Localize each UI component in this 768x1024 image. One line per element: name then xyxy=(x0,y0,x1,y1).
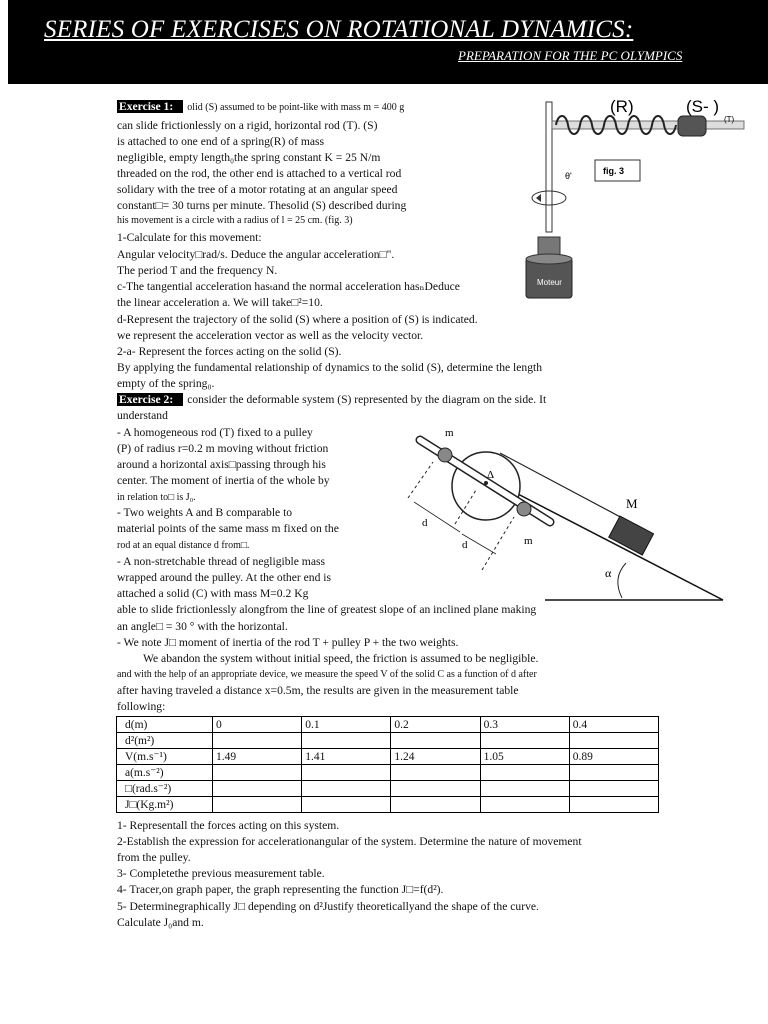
d-label: d xyxy=(422,517,428,529)
table-cell xyxy=(391,781,480,797)
solid-s xyxy=(678,116,706,136)
table-cell xyxy=(480,781,569,797)
rod-end-label: (T) xyxy=(724,115,735,124)
exercise-1-line: can slide frictionlessly on a rigid, horizontal rod (T). (S) xyxy=(117,119,378,132)
table-cell xyxy=(569,797,658,813)
exercise-2-line: in relation to□ is J₀. xyxy=(117,492,196,503)
table-row xyxy=(117,749,659,765)
table-row-header: d(m) xyxy=(117,717,213,733)
measurement-table xyxy=(116,716,659,813)
table-cell: 1.41 xyxy=(302,749,391,765)
exercise-2-line: rod at an equal distance d from□. xyxy=(117,540,250,551)
table-row xyxy=(117,733,659,749)
page-subtitle: PREPARATION FOR THE PC OLYMPICS xyxy=(458,48,683,63)
page-header xyxy=(8,0,768,84)
mass-bottom-label: m xyxy=(524,535,533,547)
question-line: 1- Representall the forces acting on this system. xyxy=(117,819,340,832)
question-line: 3- Completethe previous measurement table. xyxy=(117,867,325,880)
pulley-incline-diagram xyxy=(400,420,730,605)
table-cell xyxy=(302,781,391,797)
exercise-1-line: his movement is a circle with a radius of l = 25 cm. (fig. 3) xyxy=(117,215,353,226)
exercise-1-line: threaded on the rod, the other end is attached to a vertical rod xyxy=(117,167,402,180)
question-line: 5- Determinegraphically J□ depending on d²Justify theoreticallyand the shape of the curve. xyxy=(117,900,539,913)
exercise-2-line: after having traveled a distance x=0.5m, the results are given in the measurement table xyxy=(117,684,519,697)
exercise-1-line: c-The tangential acceleration hasₜand the normal acceleration hasₙDeduce xyxy=(117,280,460,293)
exercise-1-line: solidary with the tree of a motor rotating at an angular speed xyxy=(117,183,398,196)
exercise-2-line: around a horizontal axis□passing through his xyxy=(117,458,326,471)
exercise-2-line: wrapped around the pulley. At the other end is xyxy=(117,571,331,584)
table-cell: 0.2 xyxy=(391,717,480,733)
table-cell xyxy=(391,797,480,813)
exercise-1-line: constant□= 30 turns per minute. Thesolid (S) described during xyxy=(117,199,407,212)
exercise-2-line: center. The moment of inertia of the whole by xyxy=(117,474,330,487)
weight-b xyxy=(517,502,531,516)
exercise-2-line: and with the help of an appropriate device, we measure the speed V of the solid C as a function of d after xyxy=(117,669,537,680)
table-cell xyxy=(391,733,480,749)
exercise-2-line: understand xyxy=(117,409,168,422)
table-cell xyxy=(213,733,302,749)
exercise-2-line: Exercise 2: consider the deformable system (S) represented by the diagram on the side. It xyxy=(119,393,547,406)
table-cell: 0 xyxy=(213,717,302,733)
motor-top xyxy=(526,254,572,264)
exercise-1-line: 1-Calculate for this movement: xyxy=(117,231,262,244)
exercise-1-line: The period T and the frequency N. xyxy=(117,264,278,277)
exercise-2-line: following: xyxy=(117,700,166,713)
exercise-2-line: (P) of radius r=0.2 m moving without friction xyxy=(117,442,329,455)
theta-label: θ' xyxy=(565,171,572,181)
exercise-1-line: empty of the spring₀. xyxy=(117,377,215,390)
exercise-1-line: the linear acceleration a. We will take□²=10. xyxy=(117,296,323,309)
d-guide-line xyxy=(482,517,514,570)
table-row xyxy=(117,781,659,797)
table-cell xyxy=(391,765,480,781)
mass-top-label: m xyxy=(445,427,454,439)
exercise-1-label: Exercise 1: xyxy=(117,100,183,113)
rotation-arrow-head xyxy=(536,194,541,202)
question-line: 4- Tracer,on graph paper, the graph representing the function J□=f(d²). xyxy=(117,883,444,896)
block-m xyxy=(609,516,654,555)
exercise-1-line: negligible, empty length₀the spring constant K = 25 N/m xyxy=(117,151,381,164)
table-cell xyxy=(302,733,391,749)
exercise-1-line: d-Represent the trajectory of the solid (S) where a position of (S) is indicated. xyxy=(117,313,478,326)
table-cell xyxy=(302,797,391,813)
table-cell: 1.24 xyxy=(391,749,480,765)
exercise-1-line: is attached to one end of a spring(R) of mass xyxy=(117,135,325,148)
table-row xyxy=(117,765,659,781)
table-cell xyxy=(480,733,569,749)
motor-label: Moteur xyxy=(537,278,562,287)
table-cell xyxy=(569,733,658,749)
exercise-2-line: - A non-stretchable thread of negligible mass xyxy=(117,555,325,568)
d-label: d xyxy=(462,539,468,551)
table-row-header: d²(m²) xyxy=(117,733,213,749)
table-cell xyxy=(480,765,569,781)
exercise-2-line: We abandon the system without initial speed, the friction is assumed to be negligible. xyxy=(143,652,539,665)
spring-label: (R) xyxy=(610,97,634,116)
exercise-2-line: - Two weights A and B comparable to xyxy=(117,506,293,519)
pulley-axis xyxy=(484,481,488,485)
block-label: M xyxy=(626,496,638,511)
table-row xyxy=(117,797,659,813)
table-cell: 1.49 xyxy=(213,749,302,765)
vertical-rod xyxy=(546,102,552,232)
table-row-header: □(rad.s⁻²) xyxy=(117,781,213,797)
exercise-1-line: Angular velocity□rad/s. Deduce the angular acceleration□". xyxy=(117,248,395,261)
table-row xyxy=(117,717,659,733)
table-row-header: a(m.s⁻²) xyxy=(117,765,213,781)
table-cell xyxy=(569,781,658,797)
exercise-1-line: By applying the fundamental relationship of dynamics to the solid (S), determine the length xyxy=(117,361,543,374)
axis-label: Δ xyxy=(487,469,495,481)
exercise-2-line: attached a solid (C) with mass M=0.2 Kg xyxy=(117,587,309,600)
table-cell xyxy=(302,765,391,781)
solid-label: (S- ) xyxy=(686,97,720,116)
angle-label: α xyxy=(605,566,612,580)
table-cell: 0.89 xyxy=(569,749,658,765)
exercise-1-line: we represent the acceleration vector as well as the velocity vector. xyxy=(117,329,424,342)
angle-arc xyxy=(618,563,626,598)
question-line: Calculate J₀and m. xyxy=(117,916,204,929)
table-cell: 0.1 xyxy=(302,717,391,733)
exercise-2-line: - We note J□ moment of inertia of the rod T + pulley P + the two weights. xyxy=(117,636,459,649)
page-title: SERIES OF EXERCISES ON ROTATIONAL DYNAMICS: xyxy=(44,16,634,43)
table-row-header: J□(Kg.m²) xyxy=(117,797,213,813)
table-row-header: V(m.s⁻¹) xyxy=(117,749,213,765)
table-cell xyxy=(213,765,302,781)
fig-caption: fig. 3 xyxy=(603,166,625,176)
incline-slope xyxy=(516,493,723,600)
table-cell xyxy=(213,797,302,813)
exercise-2-line: material points of the same mass m fixed on the xyxy=(117,522,339,535)
table-cell: 0.3 xyxy=(480,717,569,733)
exercise-1-line: Exercise 1: olid (S) assumed to be point-like with mass m = 400 g xyxy=(119,100,405,113)
exercise-2-line: an angle□ = 30 ° with the horizontal. xyxy=(117,620,288,633)
question-line: from the pulley. xyxy=(117,851,191,864)
table-cell xyxy=(569,765,658,781)
d-guide-line xyxy=(408,462,433,498)
exercise-2-line: able to slide frictionlessly alongfrom the line of greatest slope of an inclined plane making xyxy=(117,603,537,616)
table-cell xyxy=(480,797,569,813)
exercise-1-line: 2-a- Represent the forces acting on the solid (S). xyxy=(117,345,342,358)
exercise-2-line: - A homogeneous rod (T) fixed to a pulley xyxy=(117,426,313,439)
d-dimension xyxy=(414,502,460,532)
exercise-2-label: Exercise 2: xyxy=(117,393,183,406)
weight-a xyxy=(438,448,452,462)
question-line: 2-Establish the expression for accelerationangular of the system. Determine the nature of movement xyxy=(117,835,582,848)
figure-3-diagram xyxy=(500,92,760,302)
table-cell xyxy=(213,781,302,797)
table-cell: 1.05 xyxy=(480,749,569,765)
table-cell: 0.4 xyxy=(569,717,658,733)
